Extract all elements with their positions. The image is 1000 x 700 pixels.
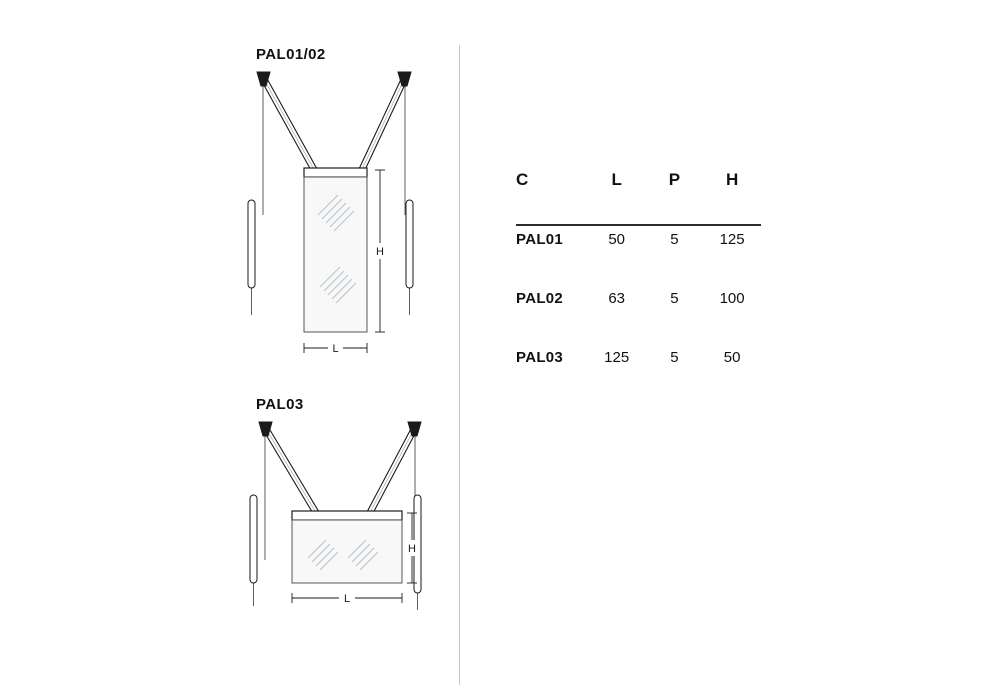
table-header-h: H [725,170,739,189]
table-header-row [516,170,761,210]
spec-table [516,170,766,387]
row-code: PAL03 [516,349,564,366]
row-code: PAL02 [516,290,564,307]
row-l: 50 [608,231,626,248]
figure-label-pal0102: PAL01/02 [256,46,326,63]
table-row [516,269,761,328]
row-h: 125 [719,231,745,248]
row-l: 63 [608,290,626,307]
row-p: 5 [670,290,679,307]
svg-text:H: H [376,246,384,258]
row-code: PAL01 [516,231,564,248]
row-l: 125 [604,349,630,366]
figure-label-pal03: PAL03 [256,396,304,413]
table-header-l: L [611,170,622,189]
figure-drawing-pal03 [230,410,460,675]
row-h: 100 [719,290,745,307]
table-row [516,328,761,387]
row-p: 5 [670,231,679,248]
table-header-c: C [516,170,529,189]
row-p: 5 [670,349,679,366]
svg-text:H: H [408,543,416,555]
svg-text:L: L [332,343,339,355]
table-row [516,210,761,269]
table-header-p: P [668,170,681,189]
row-h: 50 [723,349,741,366]
svg-text:L: L [343,593,351,605]
figure-drawing-pal0102 [230,60,460,385]
